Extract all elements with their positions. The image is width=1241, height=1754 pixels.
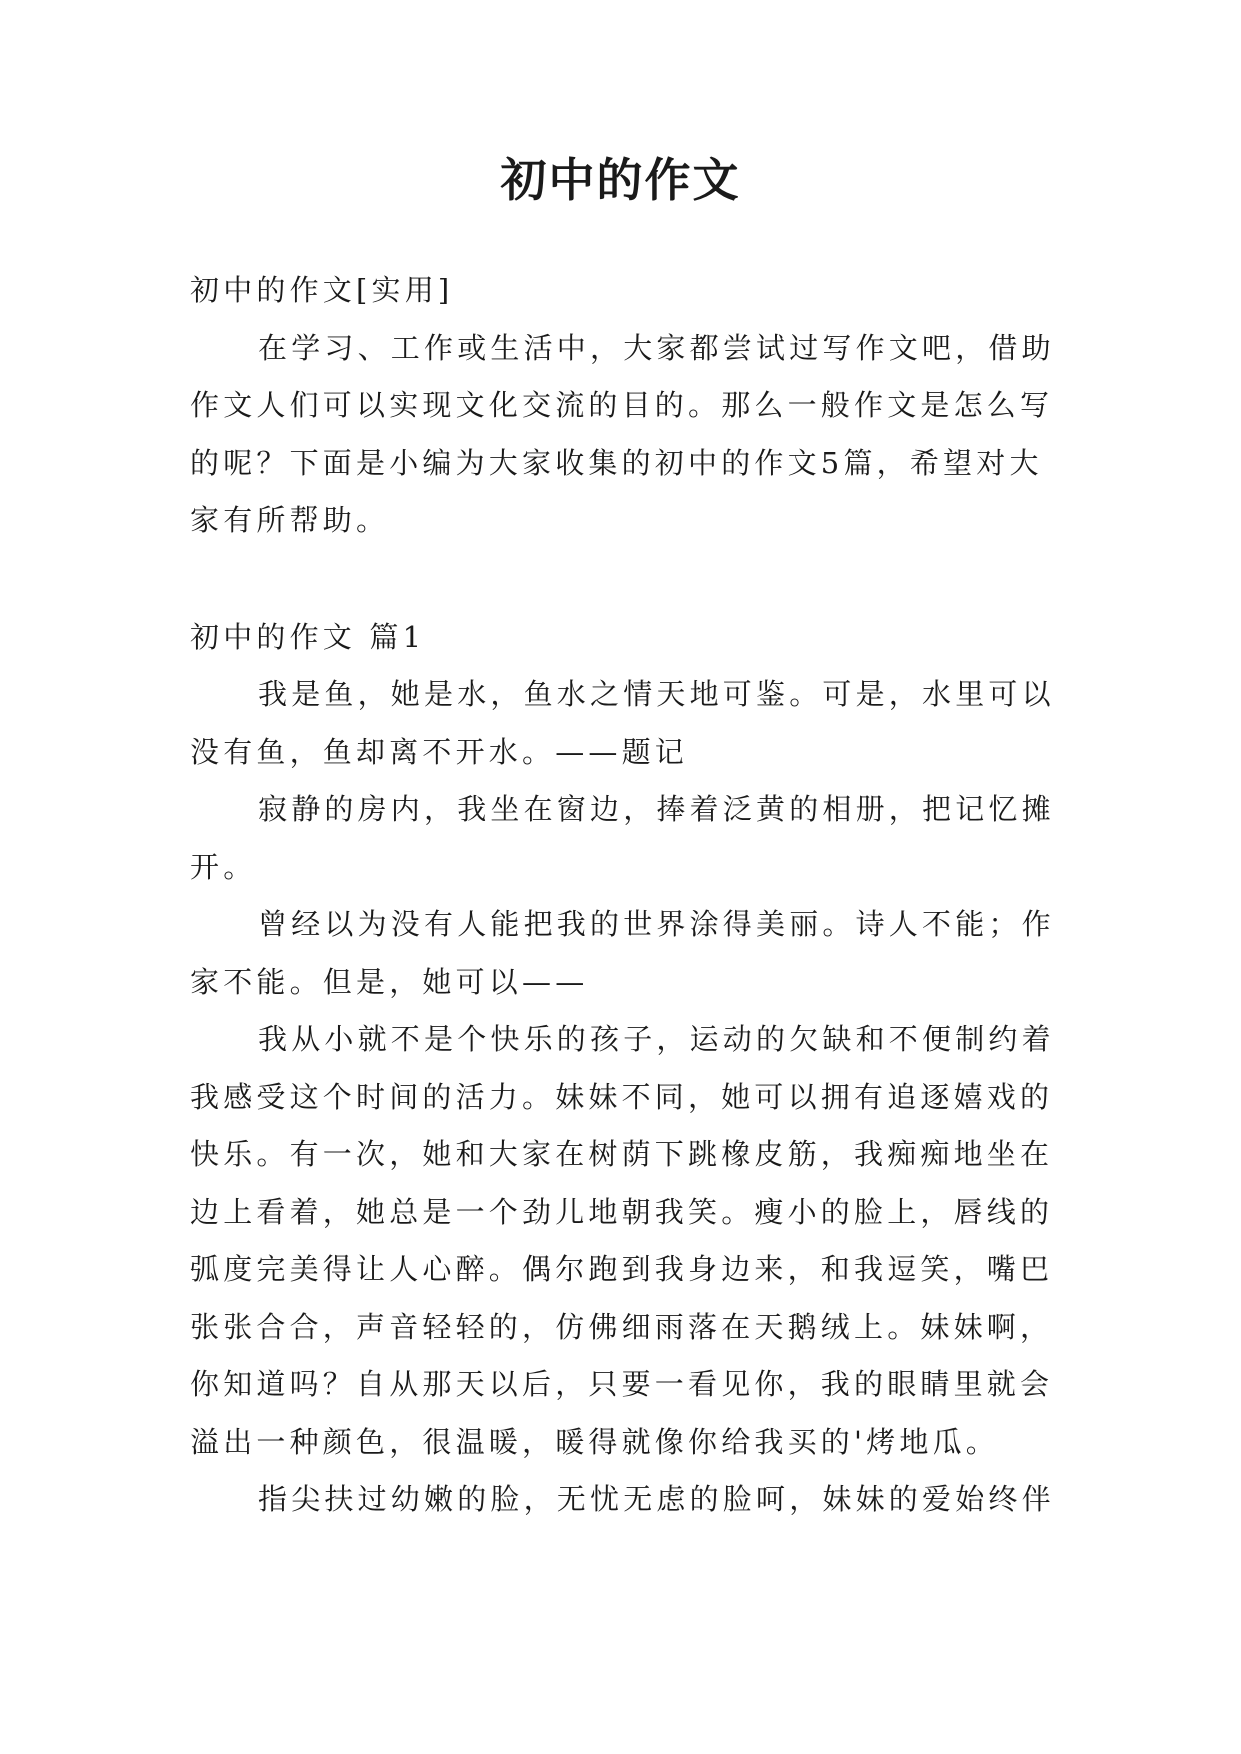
paragraph-line: 家不能。但是，她可以—— [190, 964, 589, 999]
intro-line: 在学习、工作或生活中，大家都尝试过写作文吧，借助 [258, 330, 1055, 365]
paragraph-line: 张张合合，声音轻轻的，仿佛细雨落在天鹅绒上。妹妹啊， [190, 1309, 1054, 1344]
paragraph-line: 曾经以为没有人能把我的世界涂得美丽。诗人不能；作 [258, 907, 1055, 941]
document-subtitle: 初中的作文[实用] [190, 273, 454, 307]
intro-line: 家有所帮助。 [190, 503, 390, 537]
paragraph-line: 我感受这个时间的活力。妹妹不同，她可以拥有追逐嬉戏的 [190, 1079, 1054, 1114]
intro-line: 的呢？下面是小编为大家收集的初中的作文5篇，希望对大 [190, 445, 1043, 480]
paragraph-line: 寂静的房内，我坐在窗边，捧着泛黄的相册，把记忆摊 [258, 792, 1055, 826]
intro-line: 作文人们可以实现文化交流的目的。那么一般作文是怎么写 [190, 388, 1054, 422]
paragraph-line: 我是鱼，她是水，鱼水之情天地可鉴。可是，水里可以 [258, 677, 1055, 711]
paragraph-line: 快乐。有一次，她和大家在树荫下跳橡皮筋，我痴痴地坐在 [190, 1137, 1054, 1171]
section-heading: 初中的作文 篇1 [190, 619, 426, 654]
paragraph-line: 我从小就不是个快乐的孩子，运动的欠缺和不便制约着 [258, 1022, 1055, 1056]
paragraph-line: 开。 [190, 849, 257, 884]
paragraph-line: 边上看着，她总是一个劲儿地朝我笑。瘦小的脸上，唇线的 [190, 1194, 1054, 1229]
paragraph-line: 你知道吗？自从那天以后，只要一看见你，我的眼睛里就会 [190, 1367, 1054, 1401]
paragraph-line: 指尖扶过幼嫩的脸，无忧无虑的脸呵，妹妹的爱始终伴 [258, 1482, 1055, 1516]
document-title: 初中的作文 [500, 153, 741, 207]
paragraph-line: 弧度完美得让人心醉。偶尔跑到我身边来，和我逗笑，嘴巴 [190, 1252, 1054, 1286]
paragraph-line: 溢出一种颜色，很温暖，暖得就像你给我买的'烤地瓜。 [190, 1424, 999, 1459]
paragraph-line: 没有鱼，鱼却离不开水。——题记 [190, 734, 689, 769]
section-spacer [190, 550, 1070, 609]
document-body [190, 262, 1070, 1529]
